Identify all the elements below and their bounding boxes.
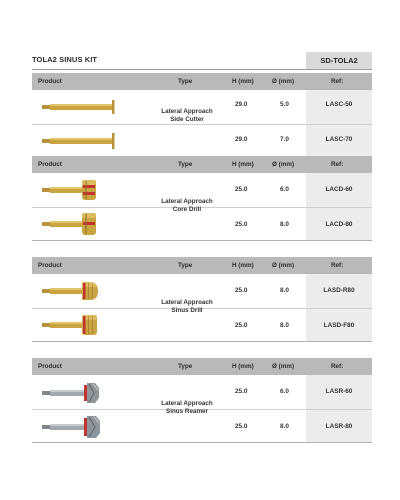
type-line-2: Sinus Reamer bbox=[166, 408, 208, 415]
sinus-reamer-icon bbox=[38, 380, 118, 406]
product-type bbox=[152, 108, 222, 124]
ref-code: LASR-60 bbox=[325, 388, 353, 395]
ref-code: LASD-F80 bbox=[323, 322, 355, 329]
sinus-drill-icon bbox=[38, 312, 118, 338]
header-height: H (mm) bbox=[232, 262, 254, 269]
table-header bbox=[32, 73, 372, 90]
type-line-1: Lateral Approach bbox=[161, 198, 213, 205]
product-type bbox=[152, 198, 222, 214]
diameter-value: 8.0 bbox=[280, 287, 289, 294]
side-cutter-icon bbox=[38, 132, 118, 150]
diameter-value: 8.0 bbox=[280, 423, 289, 430]
header-diameter: Ø (mm) bbox=[272, 161, 295, 168]
height-value: 25.0 bbox=[235, 322, 248, 329]
section-sinus-reamer bbox=[32, 358, 372, 443]
header-type: Type bbox=[178, 78, 193, 85]
row-divider bbox=[32, 124, 372, 125]
header-height: H (mm) bbox=[232, 161, 254, 168]
type-line-1: Lateral Approach bbox=[161, 400, 213, 407]
height-value: 25.0 bbox=[235, 423, 248, 430]
section-rows bbox=[32, 375, 372, 443]
header-type: Type bbox=[178, 262, 193, 269]
ref-code: LACD-60 bbox=[325, 186, 353, 193]
diameter-value: 6.0 bbox=[280, 186, 289, 193]
kit-code: SD-TOLA2 bbox=[306, 52, 372, 69]
header-product: Product bbox=[38, 161, 62, 168]
section-divider bbox=[32, 341, 372, 342]
section-core-drill bbox=[32, 156, 372, 241]
type-line-2: Core Drill bbox=[172, 206, 202, 213]
header-ref: Ref: bbox=[331, 78, 344, 85]
type-line-2: Sinus Drill bbox=[171, 307, 203, 314]
section-rows bbox=[32, 274, 372, 342]
height-value: 25.0 bbox=[235, 388, 248, 395]
section-sinus-drill bbox=[32, 257, 372, 342]
diameter-value: 8.0 bbox=[280, 221, 289, 228]
header-diameter: Ø (mm) bbox=[272, 363, 295, 370]
section-side-cutter bbox=[32, 73, 372, 158]
core-drill-icon bbox=[38, 177, 118, 203]
section-divider bbox=[32, 442, 372, 443]
table-header bbox=[32, 358, 372, 375]
header-diameter: Ø (mm) bbox=[272, 78, 295, 85]
ref-code: LASR-80 bbox=[325, 423, 353, 430]
header-type: Type bbox=[178, 161, 193, 168]
type-line-1: Lateral Approach bbox=[161, 108, 213, 115]
header-ref: Ref: bbox=[331, 363, 344, 370]
header-product: Product bbox=[38, 363, 62, 370]
kit-title: TOLA2 SINUS KIT bbox=[32, 55, 98, 64]
height-value: 29.0 bbox=[235, 101, 248, 108]
header-height: H (mm) bbox=[232, 363, 254, 370]
header-ref: Ref: bbox=[331, 161, 344, 168]
diameter-value: 7.0 bbox=[280, 136, 289, 143]
sinus-drill-icon bbox=[38, 278, 118, 304]
section-rows bbox=[32, 90, 372, 158]
diameter-value: 5.0 bbox=[280, 101, 289, 108]
type-line-2: Side Cutter bbox=[170, 116, 204, 123]
section-divider bbox=[32, 240, 372, 241]
header-product: Product bbox=[38, 78, 62, 85]
header-product: Product bbox=[38, 262, 62, 269]
ref-code: LASD-R80 bbox=[323, 287, 355, 294]
header-height: H (mm) bbox=[232, 78, 254, 85]
sinus-reamer-icon bbox=[38, 414, 118, 440]
type-line-1: Lateral Approach bbox=[161, 299, 213, 306]
height-value: 29.0 bbox=[235, 136, 248, 143]
side-cutter-icon bbox=[38, 98, 118, 116]
header-ref: Ref: bbox=[331, 262, 344, 269]
height-value: 25.0 bbox=[235, 186, 248, 193]
height-value: 25.0 bbox=[235, 221, 248, 228]
core-drill-icon bbox=[38, 211, 118, 237]
diameter-value: 6.0 bbox=[280, 388, 289, 395]
ref-code: LASC-70 bbox=[325, 136, 353, 143]
ref-code: LACD-80 bbox=[325, 221, 353, 228]
table-header bbox=[32, 257, 372, 274]
product-type bbox=[152, 400, 222, 416]
table-header bbox=[32, 156, 372, 173]
header-diameter: Ø (mm) bbox=[272, 262, 295, 269]
ref-code: LASC-50 bbox=[325, 101, 353, 108]
product-catalog-page bbox=[32, 52, 372, 430]
product-type bbox=[152, 299, 222, 315]
height-value: 25.0 bbox=[235, 287, 248, 294]
kit-title-bar bbox=[32, 52, 372, 70]
section-rows bbox=[32, 173, 372, 241]
header-type: Type bbox=[178, 363, 193, 370]
diameter-value: 8.0 bbox=[280, 322, 289, 329]
